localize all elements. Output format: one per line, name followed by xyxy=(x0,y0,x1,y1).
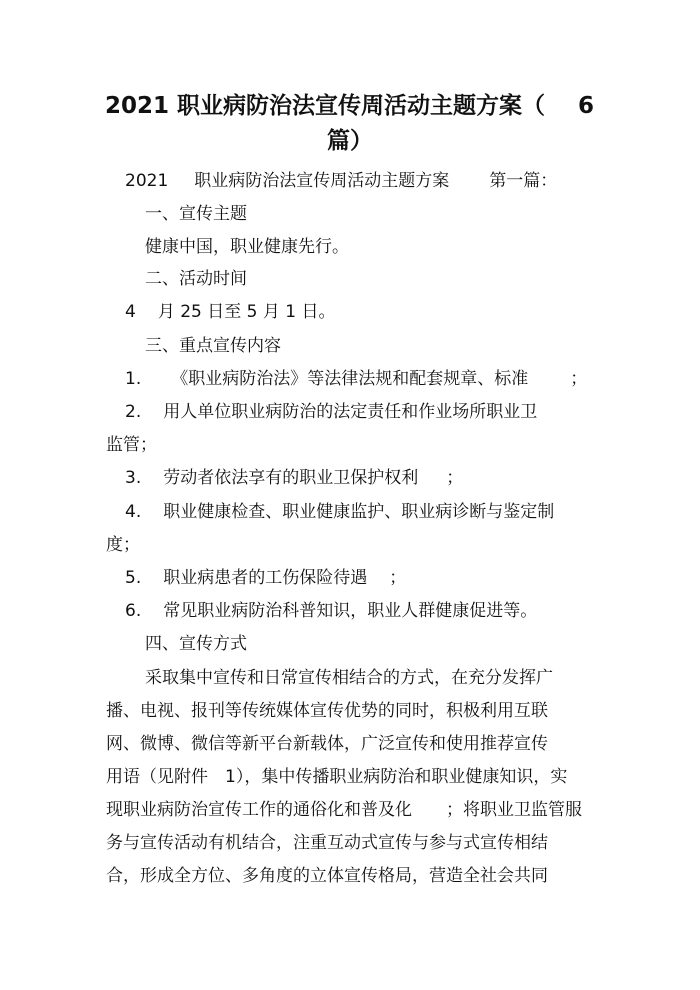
item-text: 常见职业病防治科普知识，职业人群健康促进等。 xyxy=(163,601,538,621)
item-end: ； xyxy=(570,369,588,389)
item-number: 6. xyxy=(125,601,142,621)
list-item xyxy=(125,600,537,622)
item-text: 劳动者依法享有的职业卫保护权利 xyxy=(163,468,419,488)
list-item xyxy=(125,501,554,523)
item-number: 4. xyxy=(125,502,142,522)
item-number: 5. xyxy=(125,568,142,588)
item-text: 用人单位职业病防治的法定责任和作业场所职业卫 xyxy=(163,402,538,422)
date-month: 4 xyxy=(125,302,136,322)
document-title xyxy=(105,91,545,121)
subtitle-line xyxy=(125,170,557,192)
paragraph-line: 务与宣传活动有机结合，注重互动式宣传与参与式宣传相结 xyxy=(106,833,548,853)
item-end: ； xyxy=(389,568,407,588)
section-heading-2: 二、活动时间 xyxy=(145,269,247,289)
section-body-1: 健康中国，职业健康先行。 xyxy=(145,237,349,257)
paragraph-line: 用语（见附件 1），集中传播职业病防治和职业健康知识，实 xyxy=(106,767,568,787)
list-item xyxy=(125,567,406,589)
section-heading-3: 三、重点宣传内容 xyxy=(145,336,281,356)
list-item-continuation: 度； xyxy=(106,535,140,555)
paragraph-line: 采取集中宣传和日常宣传相结合的方式，在充分发挥广 xyxy=(145,668,553,688)
section-body-2 xyxy=(125,301,336,323)
list-item xyxy=(125,401,537,423)
subtitle-year: 2021 xyxy=(125,171,169,191)
item-number: 1. xyxy=(125,369,142,389)
list-item-continuation: 监管； xyxy=(106,435,157,455)
title-line2: 篇） xyxy=(327,128,373,154)
section-heading-1: 一、宣传主题 xyxy=(145,204,247,224)
item-number: 2. xyxy=(125,402,142,422)
item-number: 3. xyxy=(125,468,142,488)
subtitle-text: 职业病防治法宣传周活动主题方案 xyxy=(194,171,450,191)
item-text: 《职业病防治法》等法律法规和配套规章、标准 xyxy=(171,369,529,389)
list-item xyxy=(125,368,587,390)
subtitle-part: 第一篇： xyxy=(489,171,558,191)
title-number: 6 xyxy=(578,93,595,119)
item-text: 职业病患者的工伤保险待遇 xyxy=(163,568,368,588)
item-end: ； xyxy=(446,468,464,488)
paragraph-line: 播、电视、报刊等传统媒体宣传优势的同时，积极利用互联 xyxy=(106,701,548,721)
item-text: 职业健康检查、职业健康监护、职业病诊断与鉴定制 xyxy=(163,502,555,522)
paragraph-line: 网、微博、微信等新平台新载体，广泛宣传和使用推荐宣传 xyxy=(106,734,548,754)
section-heading-4: 四、宣传方式 xyxy=(145,634,247,654)
title-line1: 2021 职业病防治法宣传周活动主题方案（ xyxy=(105,93,546,119)
paragraph-line: 合，形成全方位、多角度的立体宣传格局，营造全社会共同 xyxy=(106,866,548,886)
paragraph-line: 现职业病防治宣传工作的通俗化和普及化 ；将职业卫监管服 xyxy=(106,800,582,820)
date-rest: 月 25 日至 5 月 1 日。 xyxy=(157,302,336,322)
list-item xyxy=(125,467,463,489)
